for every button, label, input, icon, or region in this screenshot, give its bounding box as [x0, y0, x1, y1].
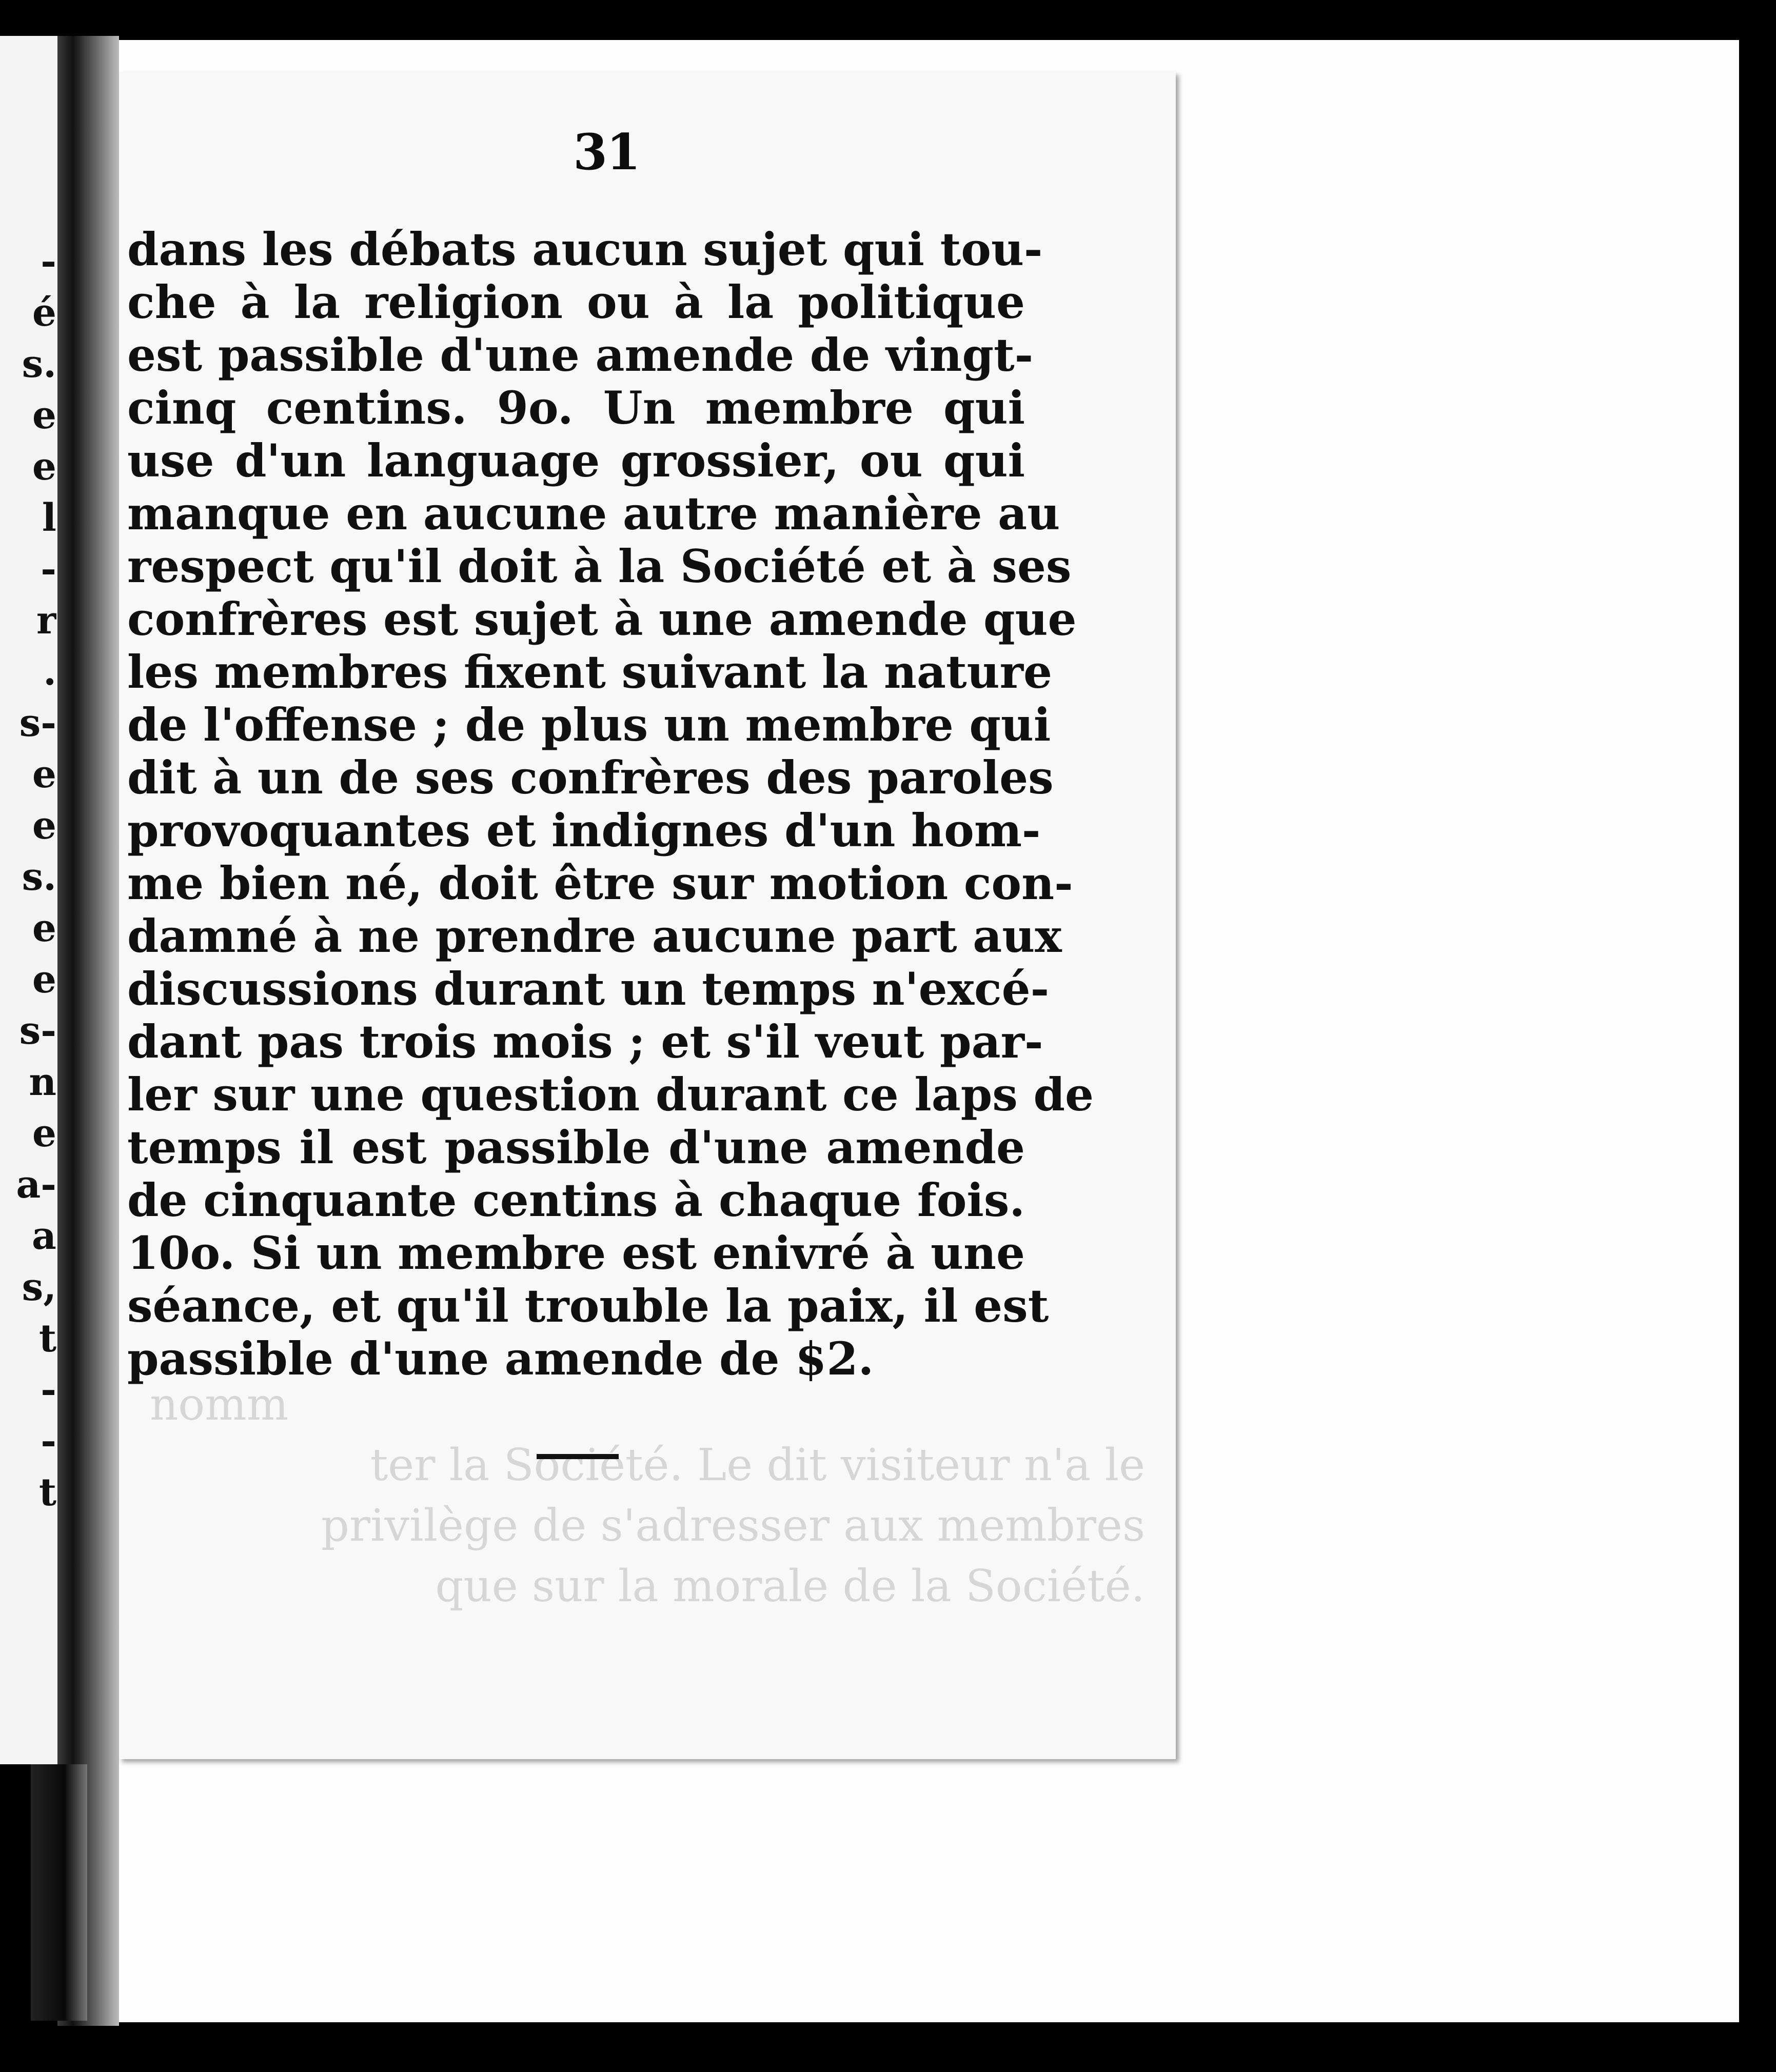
left-page-fragment: -	[41, 240, 56, 284]
text-line: dant pas trois mois ; et s'il veut par-	[127, 1015, 1043, 1068]
left-page-fragment: e	[32, 393, 56, 437]
text-line: est passible d'une amende de vingt-	[127, 328, 1034, 382]
left-page-fragment: s-	[19, 701, 56, 745]
left-page-fragment: t	[38, 1317, 56, 1361]
left-page-fragment: s-	[19, 1009, 56, 1053]
left-page-fragment: s.	[22, 855, 56, 899]
text-line: discussions durant un temps n'excé-	[127, 962, 1050, 1015]
end-rule	[537, 1454, 619, 1459]
left-page-fragment: a	[32, 1214, 56, 1258]
left-page-fragment: a-	[16, 1163, 56, 1207]
text-line: respect qu'il doit à la Société et à ses	[127, 540, 1072, 593]
left-page-fragment: e	[32, 1111, 56, 1155]
page-number: 31	[573, 123, 640, 181]
text-line: damné à ne prendre aucune part aux	[127, 909, 1062, 963]
left-page-fragment: s.	[22, 342, 56, 386]
text-line: che à la religion ou à la politique	[127, 275, 1025, 329]
left-facing-page	[0, 36, 61, 1764]
text-line: confrères est sujet à une amende que	[127, 592, 1077, 646]
left-page-fragment: l	[42, 496, 56, 540]
text-line: use d'un language grossier, ou qui	[127, 434, 1025, 487]
left-page-fragment: e	[32, 752, 56, 796]
left-page-fragment: n	[29, 1060, 56, 1104]
text-line: cinq centins. 9o. Un membre qui	[127, 381, 1025, 434]
text-line: dit à un de ses confrères des paroles	[127, 751, 1054, 804]
text-line: dans les débats aucun sujet qui tou-	[127, 223, 1043, 276]
text-line: manque en aucune autre manière au	[127, 487, 1060, 540]
text-line: temps il est passible d'une amende	[127, 1121, 1025, 1174]
bleed-line: ter la Société. Le dit visiteur n'a le	[370, 1440, 1145, 1491]
left-page-fragment: -	[41, 1419, 56, 1463]
text-line: de cinquante centins à chaque fois.	[127, 1173, 1025, 1227]
left-page-fragment: e	[32, 958, 56, 1002]
left-page-fragment: -	[41, 1368, 56, 1412]
left-page-fragments	[0, 236, 61, 1518]
book-gutter-lower	[31, 1764, 87, 2021]
left-page-fragment: r	[36, 599, 56, 643]
left-page-fragment: e	[32, 445, 56, 489]
left-page-fragment: t	[38, 1470, 56, 1515]
text-line: séance, et qu'il trouble la paix, il est	[127, 1279, 1049, 1332]
bleed-line: nomm	[150, 1379, 289, 1430]
left-page-fragment: s,	[22, 1265, 56, 1309]
bleed-line: privilège de s'adresser aux membres	[321, 1500, 1145, 1551]
left-page-fragment: -	[41, 547, 56, 591]
bleed-line: que sur la morale de la Société.	[435, 1561, 1145, 1612]
text-line: les membres fixent suivant la nature	[127, 645, 1053, 699]
text-line: passible d'une amende de $2.	[127, 1332, 874, 1385]
page-body-text	[127, 223, 1094, 1385]
text-line: me bien né, doit être sur motion con-	[127, 856, 1073, 910]
left-page-fragment: e	[32, 906, 56, 950]
text-line: ler sur une question durant ce laps de	[127, 1068, 1094, 1121]
book-gutter	[57, 36, 119, 2026]
text-line: de l'offense ; de plus un membre qui	[127, 698, 1051, 751]
bleed-through-text	[150, 1374, 1145, 1617]
left-page-fragment: .	[43, 650, 56, 694]
book-page	[119, 72, 1176, 1759]
left-page-fragment: e	[32, 804, 56, 848]
text-line: 10o. Si un membre est enivré à une	[127, 1226, 1025, 1280]
left-page-fragment: é	[32, 291, 56, 335]
text-line: provoquantes et indignes d'un hom-	[127, 804, 1041, 857]
